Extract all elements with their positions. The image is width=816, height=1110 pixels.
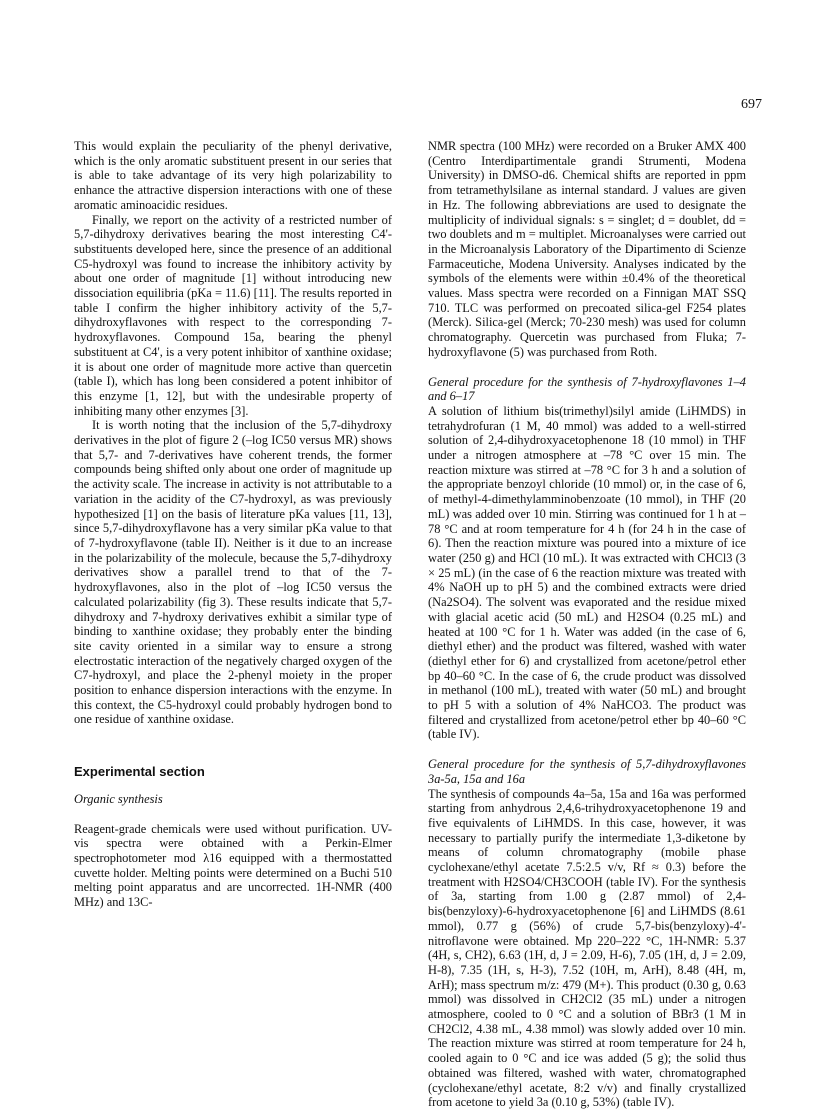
right-column [428,139,746,1110]
page-number: 697 [741,97,762,112]
paragraph-nmr-methods: NMR spectra (100 MHz) were recorded on a Bruker AMX 400 (Centro Interdipartimentale grandi Strumenti, Modena University) in DMSO-d6. Chemical shifts are reported in ppm from tetramethylsilane as internal standard. J values are given in Hz. The following abbreviations are used to designate the multiplicity of individual signals: s = singlet; d = doublet, dd = two doublets and m = multiplet. Microanalyses were carried out in the Microanalysis Laboratory of the Dipartimento di Scienze Farmaceutiche, Modena University. Analyses indicated by the symbols of the elements were within ±0.4% of the theoretical values. Mass spectra were recorded on a Finnigan MAT SSQ 710. TLC was performed on precoated silica-gel F254 plates (Merck). Silica-gel (Merck; 70-230 mesh) was used for column chromatography. Quercetin was purchased from Fluka; 7-hydroxyflavone (5) was purchased from Roth. [428,139,746,359]
paragraph-reagents: Reagent-grade chemicals were used without purification. UV-vis spectra were obtained with a Perkin-Elmer spectrophotometer mod λ16 equipped with a thermostatted cuvette holder. Melting points were determined on a Buchi 510 melting point apparatus and are uncorrected. 1H-NMR (400 MHz) and 13C- [74,821,392,910]
subsection-heading-organic-synthesis: Organic synthesis [74,791,163,806]
paragraph-procedure-5-7-dihydroxyflavones: The synthesis of compounds 4a–5a, 15a and 16a was performed starting from anhydrous 2,4,6-trihydroxyacetophenone 19 and five equivalents of LiHMDS. In this case, however, it was necessary to partially purify the intermediate 1,3-diketone by means of column chromatography (mobile phase cyclohexane/ethyl acetate 7.5:2.5 v/v, Rf ≈ 0.3) before the treatment with H2SO4/CH3COOH (table IV). For the synthesis of 3a, starting from 1.00 g (2.87 mmol) of 2,4-bis(benzyloxy)-6-hydroxyacetophenone [6] and LiHMDS (8.61 mmol), 0.77 g (56%) of crude 5,7-bis(benzyloxy)-4'-nitroflavone were obtained. Mp 220–222 °C, 1H-NMR: 5.37 (4H, s, CH2), 6.63 (1H, d, J = 2.09, H-6), 7.05 (1H, d, J = 2.09, H-8), 7.35 (1H, s, H-3), 7.52 (10H, m, ArH), 8.48 (4H, m, ArH); mass spectrum m/z: 479 (M+). This product (0.30 g, 0.63 mmol) was dissolved in CH2Cl2 (35 mL) under a nitrogen atmosphere, cooled to 0 °C and a solution of BBr3 (1 M in CH2Cl2, 4.38 mL, 4.38 mmol) was slowly added over 10 min. The reaction mixture was stirred at room temperature for 24 h, cooled again to 0 °C and ice was added (5 g); the solid thus obtained was filtered, washed with water, chromatographed (cyclohexane/ethyl acetate, 8:2 v/v) and finally crystallized from acetone to yield 3a (0.10 g, 53%) (table IV). [428,786,746,1110]
paragraph-phenyl-peculiarity: This would explain the peculiarity of the phenyl derivative, which is the only aromatic substituent present in our series that is able to take advantage of its very high polarizability to enhance the attractive dispersion interactions with one of these aromatic aminoacidic residues. [74,139,392,212]
paragraph-dihydroxy-activity: Finally, we report on the activity of a restricted number of 5,7-dihydroxy derivatives bearing the most interesting C4'-substituents developed here, since the presence of an additional C5-hydroxyl was found to increase the inhibitory activity by about one order of magnitude [1] without introducing new dissociation equilibria (pKa = 11.6) [11]. The results reported in table I confirm the higher inhibitory activity of the 5,7-dihydroxyflavones with respect to the corresponding 7-hydroxyflavones. Compound 15a, bearing the phenyl substituent at C4', is a very potent inhibitor of xanthine oxidase; it is about one order of magnitude more active than quercetin (table I), which has long been considered a potent inhibitor of this enzyme [1, 12], but with the undesirable property of inhibiting many other enzymes [3]. [74,212,392,418]
heading-procedure-5-7-dihydroxyflavones: General procedure for the synthesis of 5,7-dihydroxyflavones 3a-5a, 15a and 16a [428,757,746,786]
section-heading-experimental: Experimental section [74,764,205,780]
paragraph-plot-discussion: It is worth noting that the inclusion of the 5,7-dihydroxy derivatives in the plot of figure 2 (–log IC50 versus MR) shows that 5,7- and 7-derivatives have coherent trends, the former compounds being shifted only about one order of magnitude up the activity scale. The increase in activity is not attributable to a variation in the acidity of the C7-hydroxyl, as was previously hypothesized [1] on the basis of literature pKa values [11, 13], since 5,7-dihydroxyflavone has a very similar pKa value to that of 7-hydroxyflavone (table II). Neither is it due to an increase in the polarizability of the molecule, because the 5,7-dihydroxy derivatives show a parallel trend to that of the 7-hydroxyflavones, also in the plot of –log IC50 versus the calculated polarizability (fig 3). These results indicate that 5,7-dihydroxy and 7-hydroxy derivatives exhibit a similar type of binding to xanthine oxidase; they probably enter the binding site cavity oriented in a similar way to ensure a strong electrostatic interaction of the negatively charged oxygen of the C7-hydroxyl, and place the 2-phenyl moiety in the proper position to enhance dispersion interactions with the enzyme. In this context, the C5-hydroxyl could probably hydrogen bond to one residue of xanthine oxidase. [74,418,392,727]
heading-procedure-7-hydroxyflavones: General procedure for the synthesis of 7-hydroxyflavones 1–4 and 6–17 [428,374,746,404]
left-column [74,139,392,910]
paragraph-procedure-7-hydroxyflavones: A solution of lithium bis(trimethyl)silyl amide (LiHMDS) in tetrahydrofuran (1 M, 40 mmol) was added to a well-stirred solution of 2,4-dihydroxyacetophenone 18 (10 mmol) in THF under a nitrogen atmosphere at –78 °C over 15 min. The reaction mixture was stirred at –78 °C for 3 h and a solution of the appropriate benzoyl chloride (10 mmol) or, in the case of 6, of methyl-4-dimethylamminobenzoate (10 mmol), in THF (20 mL) was added over 10 min. Stirring was continued for 1 h at –78 °C and at room temperature for 4 h (for 24 h in the case of 6). Then the reaction mixture was poured into a mixture of ice water (250 g) and HCl (10 mL). It was extracted with CHCl3 (3 × 25 mL) (in the case of 6 the reaction mixture was treated with 4% NaOH up to pH 5) and the combined extracts were dried (Na2SO4). The solvent was evaporated and the residue mixed with glacial acetic acid (50 mL) and H2SO4 (0.25 mL) and heated at 100 °C for 1 h. Water was added (in the case of 6, diethyl ether) and the product was filtered, washed with water (diethyl ether for 6) and crystallized from acetone/petrol ether bp 40–60 °C. In the case of 6, the crude product was dissolved in methanol (100 mL), treated with water (50 mL) and brought to pH 5 with a solution of 4% NaHCO3. The product was filtered and crystallized from acetone/petrol ether bp 40–60 °C (table IV). [428,403,746,742]
